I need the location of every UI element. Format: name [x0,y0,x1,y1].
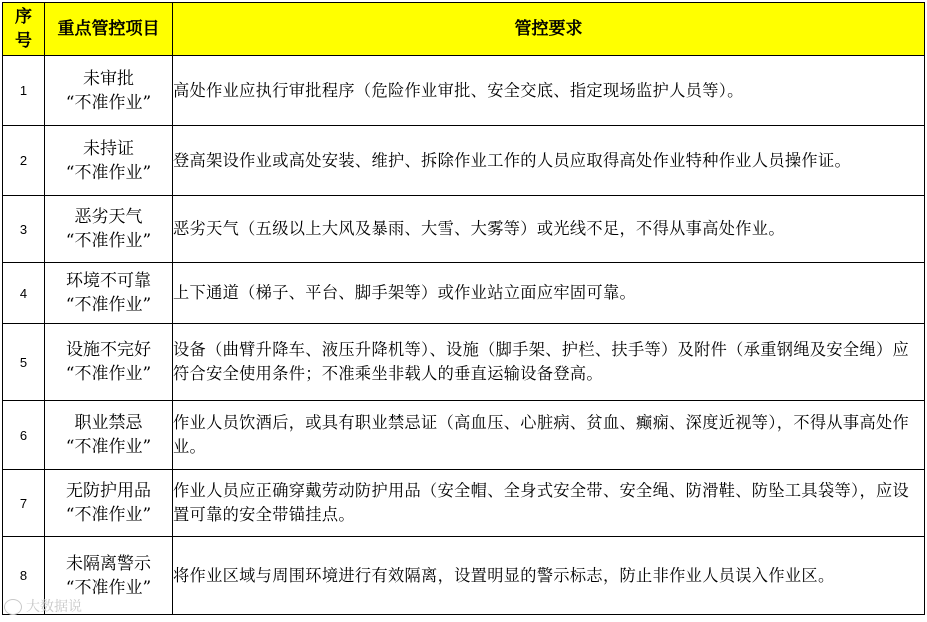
row-number: 2 [3,126,45,196]
requirement-text: 作业人员应正确穿戴劳动防护用品（安全帽、全身式安全带、安全绳、防滑鞋、防坠工具袋等），应设置可靠的安全带锚挂点。 [173,470,925,537]
row-number: 8 [3,537,45,615]
header-control-item: 重点管控项目 [45,3,173,56]
item-title: 职业禁忌 [74,413,143,433]
requirement-text: 登高架设作业或高处安装、维护、拆除作业工作的人员应取得高处作业特种作业人员操作证。 [173,126,925,196]
control-item [45,56,173,126]
row-number: 6 [3,401,45,470]
table-row [3,126,925,196]
requirement-text: 上下通道（梯子、平台、脚手架等）或作业站立面应牢固可靠。 [173,263,925,324]
item-tag: “不准作业” [65,231,152,251]
header-row [3,3,925,56]
row-number: 5 [3,324,45,401]
requirement-text: 作业人员饮酒后，或具有职业禁忌证（高血压、心脏病、贫血、癫痫、深度近视等），不得从事高处作业。 [173,401,925,470]
item-title: 设施不完好 [66,340,151,360]
item-title: 未持证 [83,138,134,159]
control-item [45,401,173,470]
table-row [3,324,925,401]
control-requirements-table [2,2,925,615]
row-number: 4 [3,263,45,324]
header-control-requirement: 管控要求 [173,3,925,56]
item-title: 恶劣天气 [74,207,143,227]
row-number: 1 [3,56,45,126]
item-title: 无防护用品 [66,481,151,501]
requirement-text: 设备（曲臂升降车、液压升降机等）、设施（脚手架、护栏、扶手等）及附件（承重钢绳及安全绳）应符合安全使用条件；不准乘坐非载人的垂直运输设备登高。 [173,324,925,401]
watermark [4,596,82,616]
header-serial-number: 序号 [3,3,45,56]
item-tag: “不准作业” [65,437,152,457]
control-item [45,324,173,401]
table-row [3,470,925,537]
item-tag: “不准作业” [65,162,152,183]
control-item [45,196,173,263]
row-number: 3 [3,196,45,263]
item-title: 未审批 [83,68,134,89]
requirement-text: 高处作业应执行审批程序（危险作业审批、安全交底、指定现场监护人员等）。 [173,56,925,126]
requirement-text: 恶劣天气（五级以上大风及暴雨、大雪、大雾等）或光线不足，不得从事高处作业。 [173,196,925,263]
item-title: 未隔离警示 [66,553,151,574]
table-row [3,263,925,324]
table-row [3,401,925,470]
watermark-text: 大数据说 [26,599,82,615]
control-item [45,470,173,537]
table-row [3,56,925,126]
control-item [45,263,173,324]
item-tag: “不准作业” [65,505,152,525]
item-tag: “不准作业” [65,295,152,315]
table-row [3,537,925,615]
item-tag: “不准作业” [65,364,152,384]
watermark-logo-icon [4,599,22,615]
control-item [45,126,173,196]
item-tag: “不准作业” [65,577,152,598]
item-title: 环境不可靠 [66,271,151,291]
row-number: 7 [3,470,45,537]
requirement-text: 将作业区域与周围环境进行有效隔离，设置明显的警示标志，防止非作业人员误入作业区。 [173,537,925,615]
table-row [3,196,925,263]
item-tag: “不准作业” [65,92,152,113]
